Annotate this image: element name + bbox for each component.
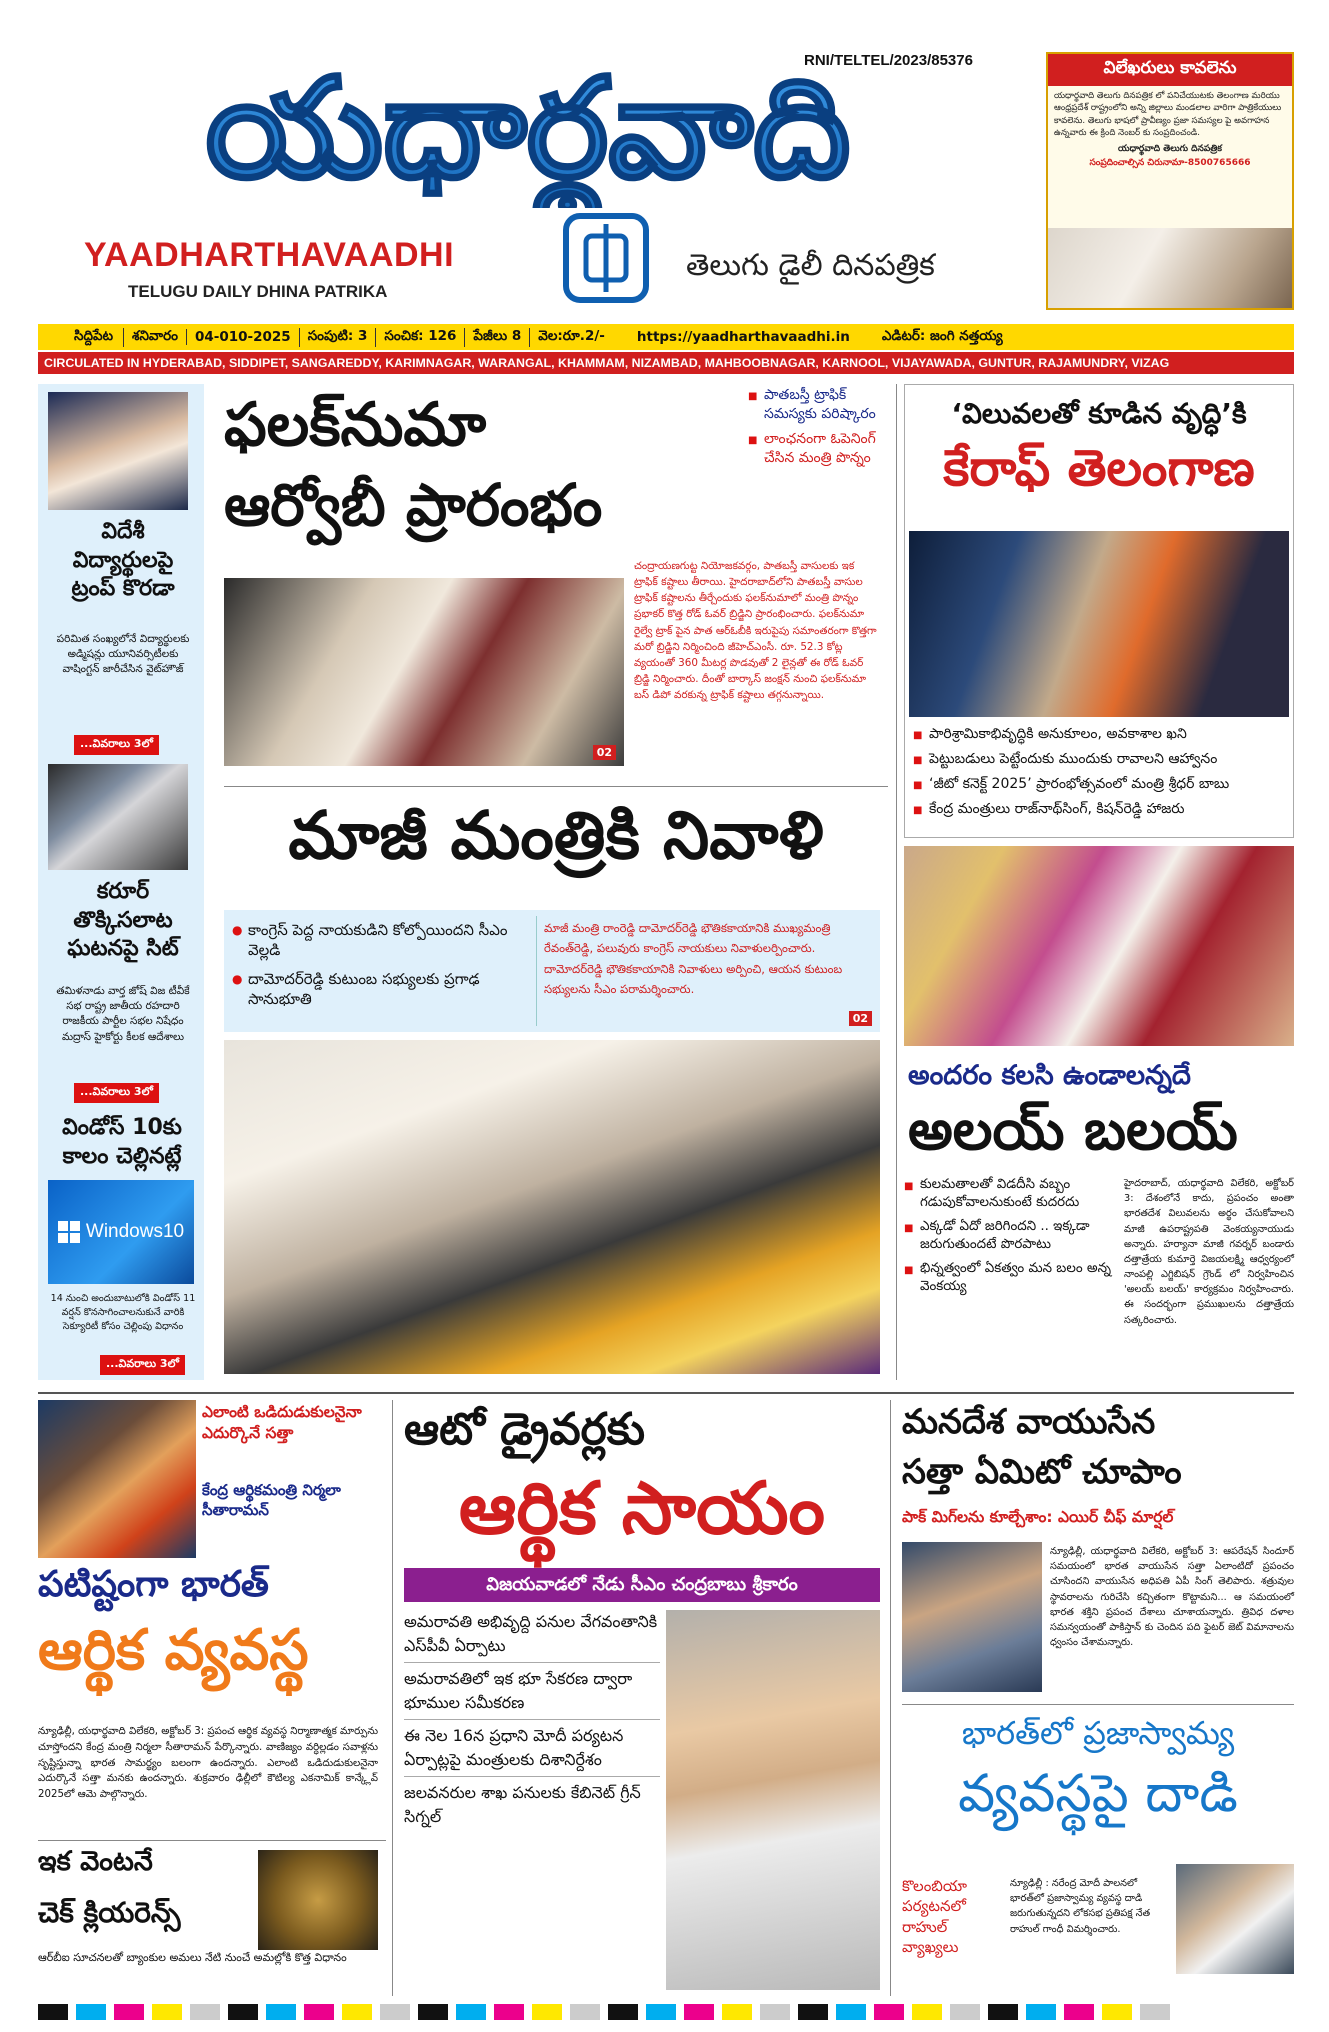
classified-ad [1046,52,1294,310]
airchief-photo [902,1542,1042,1692]
section-divider [38,1840,386,1841]
alai-bullet: ■ కులమతాలతో విడదీసి వబ్బం గడుపుకోవాలనుకుంటే కుదరదు [904,1176,1114,1212]
tagline-english: TELUGU DAILY DHINA PATRIKA [128,282,388,301]
falaknuma-bullet: ■ పాతబస్తీ ట్రాఫిక్ సమస్యకు పరిష్కారం [748,386,888,424]
telangana-kicker: ‘విలువలతో కూడిన వృద్ధి’కి [951,397,1247,430]
nirmala-quote: ఎలాంటి ఒడిదుడుకులనైనా ఎదుర్కొనే సత్తా [202,1403,362,1442]
nirmala-caption: కేంద్ర ఆర్థికమంత్రి నిర్మలా సీతారామన్ [202,1481,341,1520]
sidebar-story1-headline: విదేశీ విద్యార్థులపై ట్రంప్ కొరడా [71,519,175,602]
logo-text: యధార్థవాది [205,58,851,208]
masthead [0,0,1329,370]
section-divider [902,1704,1294,1705]
more-link[interactable]: ...వివరాలు 3లో [74,735,159,755]
telangana-bullet: ■ ‘జీటో కనెక్ట్ 2025’ ప్రారంభోత్సవంలో మంత్రి శ్రీధర్ బాబు [913,775,1289,794]
cheque-body: ఆర్‌బీఐ సూచనలతో బ్యాంకుల అమలు నేటి నుంచే అమల్లోకి కొత్త విధానం [38,1951,347,1964]
telangana-bullets [913,725,1289,819]
ad-body: యధార్థవాది తెలుగు దినపత్రిక లో పనిచేయుటకు తెలంగాణ మరియు ఆంధ్రప్రదేశ్ రాష్ట్రంలోని అన్ని జిల్లాలు మండలాల వారిగా పాత్రికేయులు కావలెను. తెలుగు భాషలో ప్రావీణ్యం ప్రజా సమస్యల పై అవగాహన ఉన్నవారు ఈ క్రింది నెంబర్ కు సంప్రదించండి. [1054,91,1282,139]
masthead-logo [48,58,1008,208]
sidebar-story1-more[interactable] [74,732,159,755]
circulation-bar: CIRCULATED IN HYDERABAD, SIDDIPET, SANGAREDDY, KARIMNAGAR, WARANGAL, KHAMMAM, NIZAMBAD, MAHBOOBNAGAR, KARNOOL, VIJAYAWADA, GUNTUR, RAJAMUNDRY, VIZAG [38,352,1294,374]
niwali-bullet: ● కాంగ్రెస్ పెద్ద నాయకుడిని కోల్పోయిందని సీఎం వెల్లడి [232,920,532,961]
auto-item: జలవనరుల శాఖ పనులకు కేబినెట్ గ్రీన్ సిగ్నల్ [404,1783,641,1826]
sidebar-story3-headline: విండోస్ 10కు కాలం చెల్లినట్లే [62,1115,182,1169]
auto-bar: విజయవాడలో నేడు సీఎం చంద్రబాబు శ్రీకారం [404,1568,880,1602]
section-divider [38,1392,1294,1394]
alai-body: హైదరాబాద్, యధార్థవాది విలేకరి, అక్టోబర్ 3: దేశంలోనే కాదు, ప్రపంచం అంతా భారతదేశ విలువలను అర్థం చేసుకోవాలని మాజీ ఉపరాష్ట్రపతి వెంకయ్యనాయుడు అన్నారు. హర్యానా మాజీ గవర్నర్ బండారు దత్తాత్రేయ కుమార్తె విజయలక్ష్మి ఆధ్వర్యంలో నాంపల్లి ఎగ్జిబిషన్ గ్రౌండ్ లో నిర్వహించిన 'అలయ్ బలయ్' కార్యక్రమం నిర్వహించారు. ఈ సందర్భంగా ప్రముఖులను దత్తాత్రేయ సత్కరించారు. [1124,1178,1294,1326]
democracy-headline-1: భారత్‌లో ప్రజాస్వామ్య [961,1714,1235,1752]
color-registration-strip [38,2004,1294,2020]
column-divider [392,1400,393,1996]
telangana-bullet: ■ కేంద్ర మంత్రులు రాజ్‌నాథ్‌సింగ్, కిషన్‌రెడ్డి హాజరు [913,800,1289,819]
niwali-body: మాజీ మంత్రి రాంరెడ్డి దామోదర్‌రెడ్డి భౌతికకాయానికి ముఖ్యమంత్రి రేవంత్‌రెడ్డి, పలువురు కాంగ్రెస్ నాయకులు నివాళులర్పించారు. దామోదర్‌రెడ్డి భౌతికకాయానికి నివాళులు అర్పించి, ఆయన కుటుంబ సభ్యులను సీఎం పరామర్శించారు. [544,921,843,996]
trump-photo [48,392,188,510]
niwali-page-tag: 02 [849,1011,872,1026]
sidebar-story3-more[interactable] [100,1352,185,1375]
airforce-headline-1: మనదేశ వాయుసేన [902,1402,1156,1442]
column-divider [890,1400,891,1996]
info-day: శనివారం [123,328,186,347]
karur-photo [48,764,188,870]
falaknuma-headline-2: ఆర్వోబీ ప్రారంభం [224,471,603,539]
tagline-telugu: తెలుగు డైలీ దినపత్రిక [686,248,935,283]
nirmala-body: న్యూఢిల్లీ, యధార్థవాది విలేకరి, అక్టోబర్ 3: ప్రపంచ ఆర్థిక వ్యవస్థ నిర్మాణాత్మక మార్పును చూస్తోందని కేంద్ర మంత్రి నిర్మలా సీతారామన్ పేర్కొన్నారు. వాణిజ్యం వర్ధిల్లడం సవాళ్లను సృష్టిస్తున్నా భారత సామర్థ్యం బలంగా ఉందన్నారు. ఎలాంటి ఒడిదుడుకులనైనా ఎదుర్కొనే సత్తా మనకు ఉందన్నారు. శుక్రవారం ఢిల్లీలో కౌటిల్య ఎకనామిక్ కాన్క్లేవ్ 2025లో ఆమె పాల్గొన్నారు. [38,1726,378,1801]
left-sidebar [38,384,204,1380]
niwali-bullets [232,920,532,1009]
alai-bullet: ■ భిన్నత్వంలో ఏకత్వం మన బలం అన్న వెంకయ్య [904,1260,1114,1296]
more-link[interactable]: ...వివరాలు 3లో [74,1083,159,1103]
ad-contact: సంప్రదించాల్సిన చిరునామా-8500765666 [1089,157,1251,168]
rbi-photo [258,1850,378,1950]
sidebar-story2-more[interactable] [74,1080,159,1103]
alai-photo [904,846,1294,1046]
auto-item: అమరావతిలో ఇక భూ సేకరణ ద్వారా భూముల సమీకరణ [404,1667,660,1720]
info-pages: పేజీలు 8 [464,328,529,347]
falaknuma-body: చంద్రాయణగుట్ట నియోజకవర్గం, పాతబస్తీ వాసులకు ఇక ట్రాఫిక్ కష్టాలు తీరాయి. హైదరాబాద్‌లోని పాతబస్తీ వాసుల ట్రాఫిక్ కష్టాలను తీర్చేందుకు ఫలక్‌నుమాలో మంత్రి పొన్నం ప్రభాకర్ కొత్త రోడ్ ఓవర్ బ్రిడ్జిని ప్రారంభించారు. ఫలక్‌నుమా రైల్వే ట్రాక్ పైన పాత ఆర్‌ఓబీకి ఇరుపైపు సమాంతరంగా కొత్తగా మరో బ్రిడ్జిని నిర్మించింది జీహెచ్ఎంసీ. రూ. 52.3 కోట్ల వ్యయంతో 360 మీటర్ల పొడవుతో 2 లైన్లతో ఈ రోడ్ ఓవర్ బ్రిడ్జి నిర్మించారు. దీంతో బార్కాస్ జంక్షన్ నుంచి ఫలక్‌నుమా బస్ డిపో వరకున్న ట్రాఫిక్ కష్టాలు తగ్గనున్నాయి. [634,560,877,701]
info-issue: సంచిక: 126 [375,328,464,347]
nirmala-headline-2: ఆర్థిక వ్యవస్థ [38,1618,309,1683]
info-volume: సంపుటి: 3 [299,328,376,347]
info-editor: ఎడిటర్: జంగి నత్తయ్య [881,327,1003,344]
info-price: వెల:రూ.2/- [529,328,613,347]
column-divider [896,384,897,1380]
falaknuma-bullet: ■ లాంఛనంగా ఓపెనింగ్ చేసిన మంత్రి పొన్నం [748,430,888,468]
section-divider [224,786,888,787]
falaknuma-headline-1: ఫలక్‌నుమా [224,390,487,460]
rahul-photo [1176,1864,1294,1974]
auto-headline-2: ఆర్థిక సాయం [458,1466,826,1550]
cheque-headline-1: ఇక వెంటనే [38,1846,153,1877]
falaknuma-page-tag: 02 [593,745,616,760]
telangana-bullet: ■ పారిశ్రామికాభివృద్ధికి అనుకూలం, అవకాశాల ఖని [913,725,1289,744]
auto-item: ఈ నెల 16న ప్రధాని మోదీ పర్యటన ఏర్పాట్లపై మంత్రులకు దిశానిర్దేశం [404,1724,660,1777]
falaknuma-bullets [748,386,888,468]
auto-items [404,1610,660,1829]
democracy-headline-2: వ్యవస్థపై దాడి [958,1764,1238,1824]
niwali-headline: మాజీ మంత్రికి నివాళి [288,797,824,874]
alai-bullets [904,1176,1114,1297]
sidebar-story2-headline: కరూర్ తొక్కిసలాట ఘటనపై సిట్ [67,879,179,962]
windows-image [48,1180,194,1284]
windows-logo-icon [58,1221,80,1243]
logo-english: YAADHARTHAVAADHI [84,236,455,274]
chandrababu-photo [666,1610,880,1990]
niwali-bullet: ● దామోదర్‌రెడ్డి కుటుంబ సభ్యులకు ప్రగాఢ సానుభూతి [232,969,532,1010]
info-date: 04-010-2025 [186,329,299,345]
telangana-photo [909,531,1289,717]
auto-headline-1: ఆటో డ్రైవర్లకు [404,1404,645,1455]
info-place: సిద్దిపేట [74,327,114,344]
democracy-side: కొలంబియా పర్యటనలో రాహుల్ వ్యాఖ్యలు [902,1877,967,1956]
democracy-body: న్యూఢిల్లీ : నరేంద్ర మోదీ పాలనలో భారత్‌లో ప్రజాస్వామ్య వ్యవస్థ దాడి జరుగుతున్నదని లోకసభ ప్రతిపక్ష నేత రాహుల్ గాంధీ విమర్శించారు. [1010,1878,1151,1935]
airforce-subhead: పాక్ మిగ్‌లను కూల్చేశాం: ఎయిర్ చీఫ్ మార్షల్ [902,1508,1174,1526]
logo-wordmark [48,58,1008,208]
auto-item: అమరావతి అభివృద్ది పనుల వేగవంతానికి ఎస్‌పీవీ ఏర్పాటు [404,1610,660,1663]
niwali-photo [224,1040,880,1374]
nirmala-headline-1: పటిష్టంగా భారత్ [38,1564,269,1605]
alai-headline: అలయ్ బలయ్ [908,1098,1238,1163]
niwali-info-box [224,910,880,1032]
falaknuma-photo [224,578,624,766]
telangana-box [904,384,1294,838]
alai-kicker: అందరం కలసి ఉండాలన్నదే [908,1060,1191,1091]
alai-bullet: ■ ఎక్కడో ఏదో జరిగిందని .. ఇక్కడా జరుగుతుందటే పొరపాటు [904,1218,1114,1254]
ad-photo [1048,228,1292,308]
nirmala-photo [38,1400,196,1558]
telangana-headline: కేరాఫ్ తెలంగాణ [943,439,1255,497]
sidebar-story3-body: 14 నుంచి అందుబాటులోకి విండోస్ 11 వర్షన్ కొనసాగించాలనుకునే వారికి సెక్యూరిటీ కోసం చెల్లింపు విధానం [50,1293,196,1332]
sidebar-story1-body: పరిమిత సంఖ్యలోనే విద్యార్థులకు అడ్మిషన్లు యూనివర్సిటీలకు వాషింగ్టన్ జారీచేసిన వైట్‌హౌజ్ [56,633,190,676]
airforce-body: న్యూఢిల్లీ, యధార్థవాది విలేకరి, అక్టోబర్ 3: ఆపరేషన్ సిందూర్ సమయంలో భారత వాయుసేన సత్తా ఏలాంటిదో ప్రపంచం చూసిందని వాయుసేన అధిపతి ఏపీ సింగ్ తెలిపారు. శత్రువుల స్థావరాలను గురిచేసి కచ్చితంగా కొట్టామని... ఆ సమయంలో భారత శక్తిని ప్రపంచ దేశాలు చూశాయన్నారు. త్రివిధ దళాల సమన్వయంతో పాకిస్తాన్ కు చెందిన పది ఫైటర్ జెట్ విమానాలను ధ్వంసం చేశామన్నారు. [1050,1546,1294,1649]
rni-number: RNI/TELTEL/2023/85376 [804,52,973,69]
telangana-bullet: ■ పెట్టుబడులు పెట్టేందుకు ముందుకు రావాలని ఆహ్వానం [913,750,1289,769]
more-link[interactable]: ...వివరాలు 3లో [100,1355,185,1375]
ad-signature: యధార్థవాది తెలుగు దినపత్రిక [1118,143,1222,154]
cheque-headline-2: చెక్ క్లియరెన్స్ [38,1896,181,1929]
emblem-icon [560,210,652,306]
sidebar-story2-body: తమిళనాడు వార్త జోష్ విజ‌ టీవీకే సభ రాష్ట్ర జాతీయ రహదారి రాజకీయ పార్టీల సభల నిషేధం మద్రాస్ హైకోర్టు కీలక ఆదేశాలు [56,985,190,1043]
windows-image-text: Windows10 [85,1221,185,1242]
ad-title: విలేఖరులు కావలెను [1048,54,1292,86]
airforce-headline-2: సత్తా ఏమిటో చూపాం [902,1452,1182,1492]
info-bar [38,324,1294,350]
website-link[interactable]: https://yaadharthavaadhi.in [636,329,850,345]
